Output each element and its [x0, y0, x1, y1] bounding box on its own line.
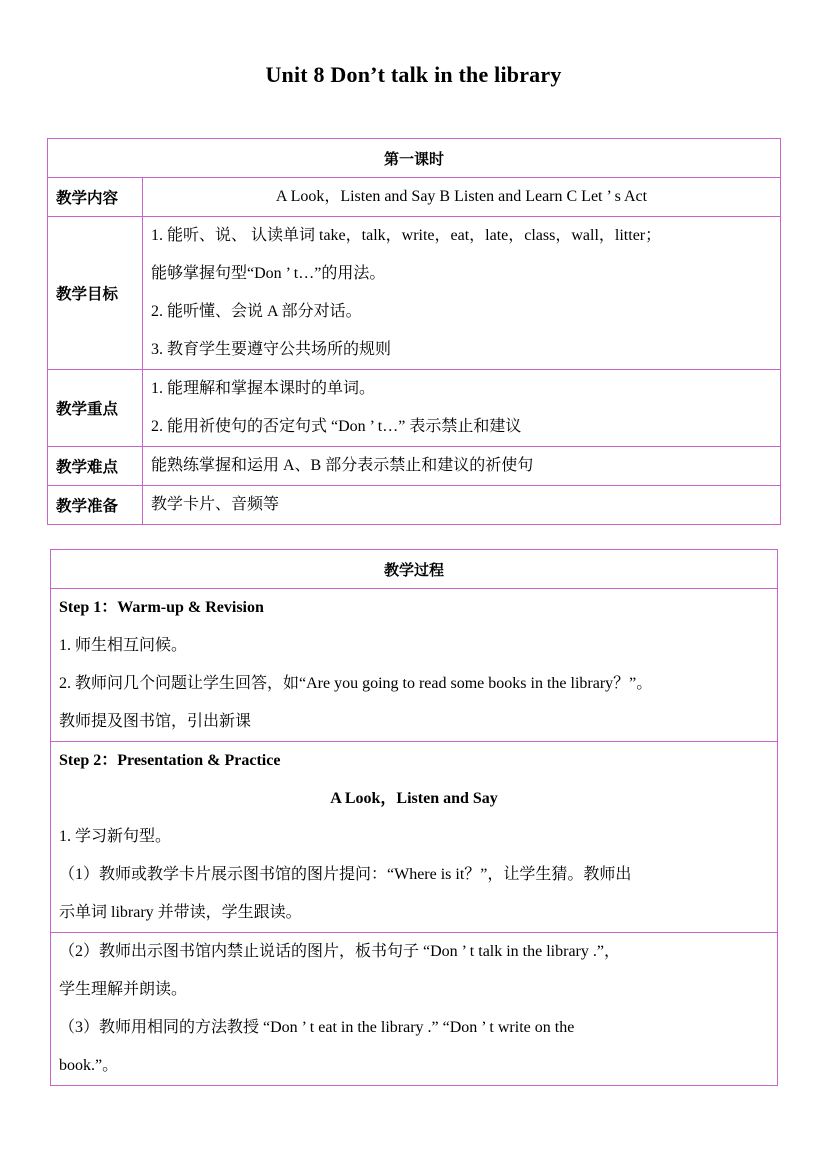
- step2-title: Step 2：Presentation & Practice: [59, 752, 281, 769]
- step2-line: book.”。: [59, 1057, 119, 1074]
- row-label-goals: 教学目标: [48, 217, 143, 370]
- difficulty-line: 能熟练掌握和运用 A、B 部分表示禁止和建议的祈使句: [151, 457, 534, 474]
- step2-line: （2）教师出示图书馆内禁止说话的图片，板书句子 “Don ’ t talk in the library .”，: [59, 943, 620, 960]
- step2-line: （1）教师或教学卡片展示图书馆的图片提问：“Where is it？”，让学生猜。教师出: [59, 866, 632, 883]
- key-point-line: 1. 能理解和掌握本课时的单词。: [151, 380, 376, 397]
- key-point-line: 2. 能用祈使句的否定句式 “Don ’ t…” 表示禁止和建议: [151, 418, 522, 435]
- step2-continued-cell: [51, 933, 778, 1086]
- lesson-info-table: [47, 138, 781, 525]
- step2-cell: [51, 742, 778, 933]
- step1-line: 2. 教师问几个问题让学生回答，如“Are you going to read some books in the library？”。: [59, 675, 653, 692]
- goal-line: 2. 能听懂、会说 A 部分对话。: [151, 303, 362, 320]
- step1-line: 教师提及图书馆，引出新课: [59, 713, 252, 730]
- page-title: Unit 8 Don’t talk in the library: [265, 62, 562, 87]
- step2-line: （3）教师用相同的方法教授 “Don ’ t eat in the library .” “Don ’ t write on the: [59, 1019, 575, 1036]
- step1-cell: [51, 589, 778, 742]
- row-label-content: 教学内容: [48, 178, 143, 217]
- row-value-key-points: [143, 370, 781, 447]
- row-value-content: [143, 178, 781, 217]
- step1-line: 1. 师生相互问候。: [59, 637, 188, 654]
- row-label-key-points: 教学重点: [48, 370, 143, 447]
- row-value-difficulties: [143, 447, 781, 486]
- process-header: 教学过程: [51, 550, 778, 589]
- step2-line: 1. 学习新句型。: [59, 828, 172, 845]
- step1-title: Step 1：Warm-up & Revision: [59, 599, 264, 616]
- step2-line: 学生理解并朗读。: [59, 981, 188, 998]
- row-value-goals: [143, 217, 781, 370]
- goal-line: 能够掌握句型“Don ’ t…”的用法。: [151, 265, 386, 282]
- step2-line: 示单词 library 并带读，学生跟读。: [59, 904, 302, 921]
- row-value-preparation: [143, 486, 781, 525]
- teaching-process-table: [50, 549, 778, 1086]
- preparation-line: 教学卡片、音频等: [151, 496, 280, 513]
- goal-line: 1. 能听、说、 认读单词 take，talk，write，eat，late，class，wall，litter；: [151, 227, 662, 244]
- goal-line: 3. 教育学生要遵守公共场所的规则: [151, 341, 392, 358]
- step2-subtitle: A Look，Listen and Say: [330, 790, 498, 807]
- lesson-header: 第一课时: [48, 139, 781, 178]
- row-label-preparation: 教学准备: [48, 486, 143, 525]
- content-line: A Look，Listen and Say B Listen and Learn C Let ’ s Act: [275, 188, 648, 205]
- row-label-difficulties: 教学难点: [48, 447, 143, 486]
